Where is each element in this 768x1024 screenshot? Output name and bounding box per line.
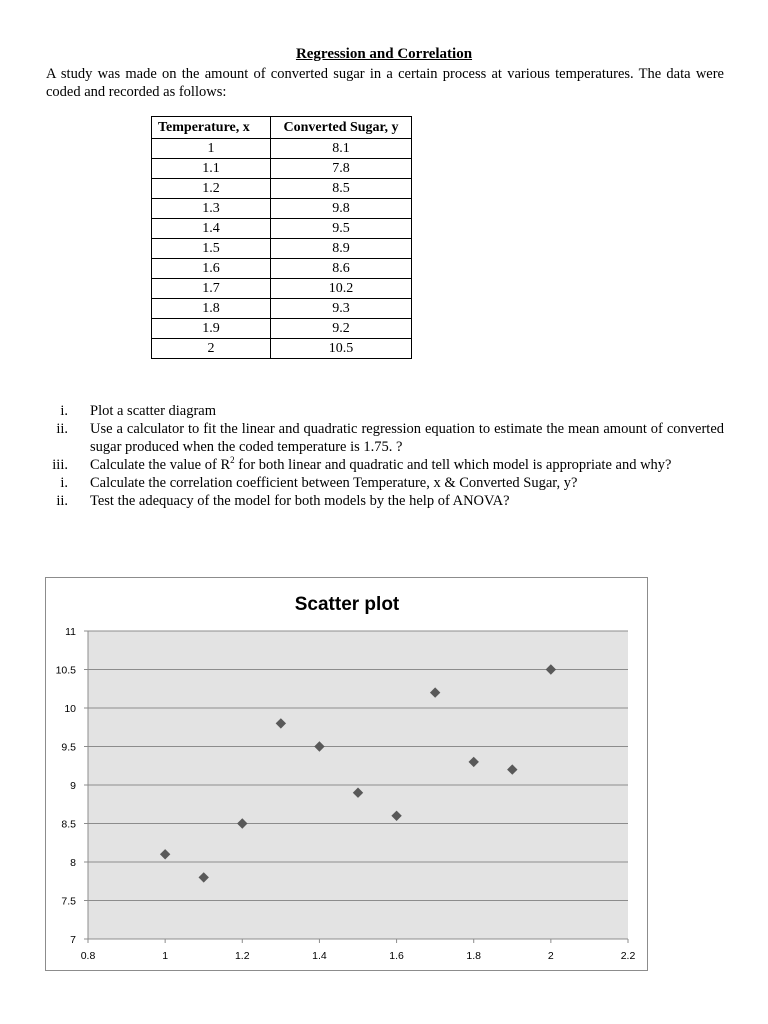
y-tick-label: 7.5 — [61, 895, 76, 908]
cell-y: 8.5 — [271, 179, 412, 199]
table-row — [152, 339, 412, 359]
table-header-row — [152, 117, 412, 139]
task-item — [46, 474, 724, 492]
header-temperature: Temperature, x — [152, 117, 271, 139]
y-tick-label: 11 — [65, 626, 76, 638]
x-tick-label: 2.2 — [620, 950, 636, 962]
y-tick-label: 10.5 — [55, 664, 76, 677]
task-text: Calculate the correlation coefficient between Temperature, x & Converted Sugar, y? — [90, 475, 578, 491]
task-number: ii. — [56, 493, 68, 509]
task-text: Plot a scatter diagram — [90, 403, 217, 419]
y-tick-label: 7 — [70, 934, 76, 946]
y-tick-label: 8 — [70, 857, 76, 869]
table-row — [152, 199, 412, 219]
header-converted-sugar: Converted Sugar, y — [271, 117, 412, 139]
cell-x: 1.5 — [152, 239, 271, 259]
task-number: ii. — [56, 421, 68, 437]
task-text: Use a calculator to fit the linear and quadratic regression equation to estimate the mean amount of converted sugar produced when the coded temperature is 1.75. ? — [90, 421, 724, 455]
cell-y: 10.5 — [271, 339, 412, 359]
cell-y: 9.3 — [271, 299, 412, 319]
table-row — [152, 179, 412, 199]
cell-x: 1.9 — [152, 319, 271, 339]
table-row — [152, 219, 412, 239]
cell-x: 1.3 — [152, 199, 271, 219]
table-row — [152, 279, 412, 299]
task-number: i. — [60, 475, 68, 491]
task-item — [46, 420, 724, 456]
cell-x: 1.8 — [152, 299, 271, 319]
table-row — [152, 259, 412, 279]
task-number: i. — [60, 403, 68, 419]
cell-y: 9.5 — [271, 219, 412, 239]
cell-y: 9.8 — [271, 199, 412, 219]
y-tick-label: 9 — [70, 780, 76, 792]
chart-svg — [46, 578, 649, 972]
cell-x: 1.1 — [152, 159, 271, 179]
cell-y: 7.8 — [271, 159, 412, 179]
table-row — [152, 159, 412, 179]
table-row — [152, 319, 412, 339]
x-tick-label: 1.2 — [234, 950, 250, 962]
task-list — [46, 402, 724, 510]
x-tick-label: 1.6 — [389, 950, 404, 962]
y-tick-label: 9.5 — [61, 741, 76, 754]
chart-title: Scatter plot — [294, 594, 400, 615]
y-tick-label: 8.5 — [61, 818, 76, 831]
cell-y: 8.9 — [271, 239, 412, 259]
table-row — [152, 299, 412, 319]
x-tick-label: 1 — [162, 950, 169, 962]
table-row — [152, 139, 412, 159]
task-text-before: Calculate the value of R — [90, 457, 231, 473]
intro-paragraph: A study was made on the amount of converted sugar in a certain process at various temperatures. The data were coded and recorded as follows: — [46, 66, 724, 100]
task-item — [46, 492, 724, 510]
cell-y: 9.2 — [271, 319, 412, 339]
cell-y: 8.6 — [271, 259, 412, 279]
task-item — [46, 402, 724, 420]
cell-x: 1.7 — [152, 279, 271, 299]
y-tick-label: 10 — [64, 703, 76, 715]
cell-x: 2 — [152, 339, 271, 359]
task-number: iii. — [52, 457, 68, 473]
x-tick-label: 1.4 — [312, 950, 327, 962]
x-tick-label: 1.8 — [466, 950, 482, 962]
cell-y: 10.2 — [271, 279, 412, 299]
data-table — [151, 116, 412, 359]
task-superscript: 2 — [230, 455, 235, 466]
cell-y: 8.1 — [271, 139, 412, 159]
table-row — [152, 239, 412, 259]
cell-x: 1.4 — [152, 219, 271, 239]
x-tick-label: 0.8 — [80, 950, 96, 962]
x-tick-label: 2 — [547, 950, 554, 962]
scatter-chart — [45, 577, 648, 971]
task-text-after: for both linear and quadratic and tell which model is appropriate and why? — [234, 457, 672, 473]
cell-x: 1.6 — [152, 259, 271, 279]
cell-x: 1 — [152, 139, 271, 159]
cell-x: 1.2 — [152, 179, 271, 199]
task-item — [46, 456, 724, 474]
task-text: Test the adequacy of the model for both models by the help of ANOVA? — [90, 493, 510, 509]
document-title: Regression and Correlation — [295, 46, 473, 62]
